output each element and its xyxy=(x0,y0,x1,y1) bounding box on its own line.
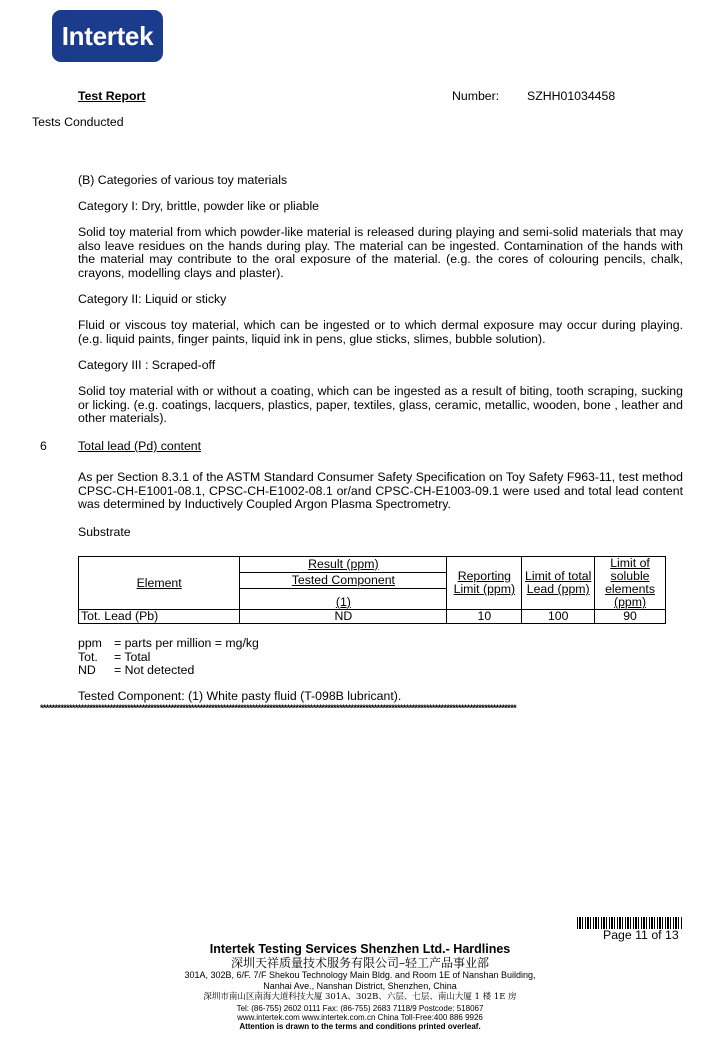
cell-result: ND xyxy=(240,610,447,624)
intertek-logo: Intertek xyxy=(52,10,163,62)
category-2-title: Category II: Liquid or sticky xyxy=(78,292,227,306)
category-1-title: Category I: Dry, brittle, powder like or pliable xyxy=(78,199,320,213)
footer-address-2: Nanhai Ave., Nanshan District, Shenzhen, China xyxy=(263,981,457,991)
report-number: SZHH01034458 xyxy=(527,89,616,103)
report-title: Test Report xyxy=(78,89,146,103)
cell-limit-soluble: 90 xyxy=(595,610,666,624)
lead-section-title: Total lead (Pd) content xyxy=(78,439,202,453)
table-row xyxy=(79,610,666,624)
substrate-label: Substrate xyxy=(78,525,131,539)
header-limit-total-lead: Limit of total Lead (ppm) xyxy=(522,557,595,610)
end-of-report-divider: ******************************************************************************************************************************************************************** xyxy=(40,703,517,713)
footer-address-1: 301A, 302B, 6/F. 7/F Shekou Technology Main Bldg. and Room 1E of Nanshan Building, xyxy=(184,970,536,980)
footer-attention: Attention is drawn to the terms and conditions printed overleaf. xyxy=(239,1022,481,1031)
legend-nd-def: = Not detected xyxy=(114,663,195,677)
number-label: Number: xyxy=(452,89,500,103)
legend-tot-def: = Total xyxy=(114,650,151,664)
cell-limit-total: 100 xyxy=(522,610,595,624)
legend-ppm-def: = parts per million = mg/kg xyxy=(114,636,259,650)
section-title: Tests Conducted xyxy=(32,115,124,129)
results-table xyxy=(78,556,666,624)
header-reporting-limit: Reporting Limit (ppm) xyxy=(447,557,522,610)
cell-element: Tot. Lead (Pb) xyxy=(79,610,240,624)
category-1-text: Solid toy material from which powder-like material is released during playing and semi-solid materials that may also leave residues on the hands during play. The material can be ingested. Contamination of the hands with the material may contribute to the oral exposure of the material. (e.g. the cores of colouring pencils, chalk, crayons, modelling clays and plaster). xyxy=(78,225,683,280)
lead-method-text: As per Section 8.3.1 of the ASTM Standard Consumer Safety Specification on Toy Safety F963-11, test method CPSC-CH-E1001-08.1, CPSC-CH-E1002-08.1 or/and CPSC-CH-E1003-09.1 were used and total lead content was determined by Inductively Coupled Argon Plasma Spectrometry. xyxy=(78,470,683,511)
page-number: Page 11 of 13 xyxy=(603,928,679,942)
section-number: 6 xyxy=(40,439,47,453)
footer-contact: Tel: (86-755) 2602 0111 Fax: (86-755) 2683 7118/9 Postcode: 518067 xyxy=(236,1004,484,1013)
tested-component-note: Tested Component: (1) White pasty fluid (T-098B lubricant). xyxy=(78,689,402,703)
cell-reporting-limit: 10 xyxy=(447,610,522,624)
category-2-text: Fluid or viscous toy material, which can be ingested or to which dermal exposure may occur during playing. (e.g. liquid paints, finger paints, liquid ink in pens, glue sticks, slimes, bubble solution). xyxy=(78,318,683,346)
header-limit-soluble: Limit of soluble elements (ppm) xyxy=(595,557,666,610)
footer-web: www.intertek.com www.intertek.com.cn China Toll-Free:400 886 9926 xyxy=(237,1013,483,1022)
legend-ppm-abbr: ppm xyxy=(78,636,102,650)
header-tested-component: Tested Component xyxy=(240,572,447,589)
footer-company-cn: 深圳天祥质量技术服务有限公司–轻工产品事业部 xyxy=(230,956,489,970)
footer-company: Intertek Testing Services Shenzhen Ltd.- Hardlines xyxy=(209,942,511,956)
categories-heading: (B) Categories of various toy materials xyxy=(78,173,288,187)
legend-nd-abbr: ND xyxy=(78,663,96,677)
footer-address-cn: 深圳市南山区南海大道科技大厦 301A、302B、六层、七层、南山大厦 1 楼 1E 房 xyxy=(203,992,517,1002)
legend-tot-abbr: Tot. xyxy=(78,650,98,664)
header-component-number: (1) xyxy=(240,589,447,610)
category-3-title: Category III : Scraped-off xyxy=(78,358,216,372)
header-result: Result (ppm) xyxy=(240,557,447,573)
header-element: Element xyxy=(79,557,240,610)
category-3-text: Solid toy material with or without a coating, which can be ingested as a result of biting, tooth scraping, sucking or licking. (e.g. coatings, lacquers, plastics, paper, textiles, glass, ceramic, metallic, wooden, bone , leather and other materials). xyxy=(78,384,683,425)
